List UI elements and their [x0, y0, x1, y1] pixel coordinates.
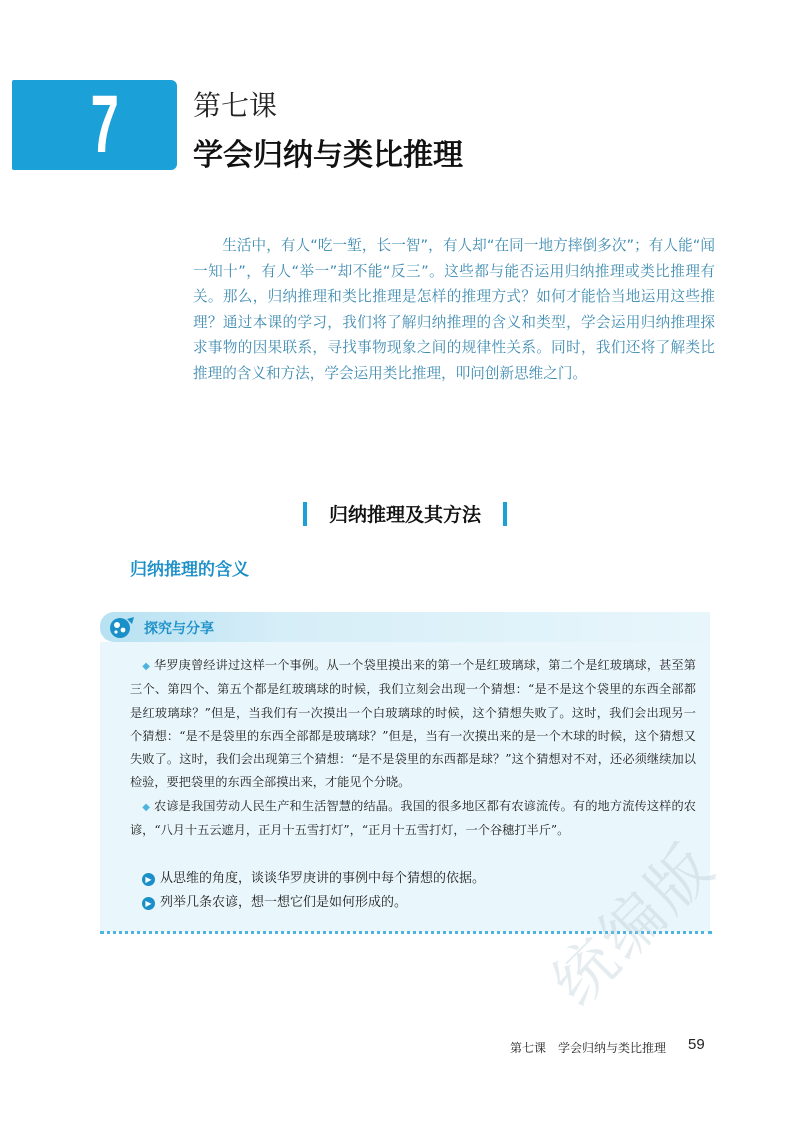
explore-title: 探究与分享: [144, 621, 214, 637]
arrow-bullet-icon: ▶: [142, 873, 155, 886]
subsection-title: 归纳推理的含义: [130, 560, 249, 580]
intro-paragraph: 生活中，有人“吃一堑，长一智”，有人却“在同一地方摔倒多次”；有人能“闻一知十”，有人“举一”却不能“反三”。这些都与能否运用归纳推理或类比推理有关。那么，归纳推理和类比推理是怎样的推理方式？如何才能恰当地运用这些推理？通过本课的学习，我们将了解归纳推理的含义和类型，学会运用归纳推理探求事物的因果联系，寻找事物现象之间的规律性关系。同时，我们还将了解类比推理的含义和方法，学会运用类比推理，叩问创新思维之门。: [193, 237, 715, 382]
question-list: [142, 867, 485, 915]
section-heading: [0, 500, 800, 527]
question-item: ▶ 从思维的角度，谈谈华罗庚讲的事例中每个猜想的依据。: [142, 867, 485, 891]
heading-bar-left: [303, 502, 307, 526]
running-footer: 第七课 学会归纳与类比推理: [510, 1041, 667, 1055]
explore-header: [100, 612, 710, 642]
lesson-number: 7: [90, 79, 119, 170]
section-title: 归纳推理及其方法: [328, 504, 481, 526]
explore-paragraph-1: ◆ 华罗庚曾经讲过这样一个事例。从一个袋里摸出来的第一个是红玻璃球，第二个是红玻璃球，甚至第三个、第四个、第五个都是红玻璃球的时候，我们立刻会出现一个猜想：“是不是这个袋里的东西全部都是红玻璃球？”但是，当我们有一次摸出一个白玻璃球的时候，这个猜想失败了。这时，我们会出现另一个猜想：“是不是袋里的东西全部都是玻璃球？”但是，当有一次摸出来的是一个木球的时候，这个猜想又失败了。这时，我们会出现第三个猜想：“是不是袋里的东西都是球？”这个猜想对不对，还必须继续加以检验，要把袋里的东西全部摸出来，才能见个分晓。: [130, 658, 696, 790]
page-number: 59: [688, 1036, 705, 1053]
explore-paragraph-2: ◆ 农谚是我国劳动人民生产和生活智慧的结晶。我国的很多地区都有农谚流传。有的地方流传这样的农谚，“八月十五云遮月，正月十五雪打灯”，“正月十五雪打灯，一个谷穗打半斤”。: [130, 798, 696, 838]
question-item: ▶ 列举几条农谚，想一想它们是如何形成的。: [142, 891, 485, 915]
lesson-title: 学会归纳与类比推理: [193, 138, 463, 173]
lesson-number-badge: [12, 80, 177, 170]
heading-bar-right: [503, 502, 507, 526]
watermark: 统编版: [537, 827, 730, 1020]
diamond-bullet-icon: ◆: [142, 661, 151, 672]
lesson-label: 第七课: [193, 89, 278, 122]
arrow-bullet-icon: ▶: [142, 897, 155, 910]
explore-share-icon: [108, 615, 136, 639]
diamond-bullet-icon: ◆: [142, 801, 151, 813]
